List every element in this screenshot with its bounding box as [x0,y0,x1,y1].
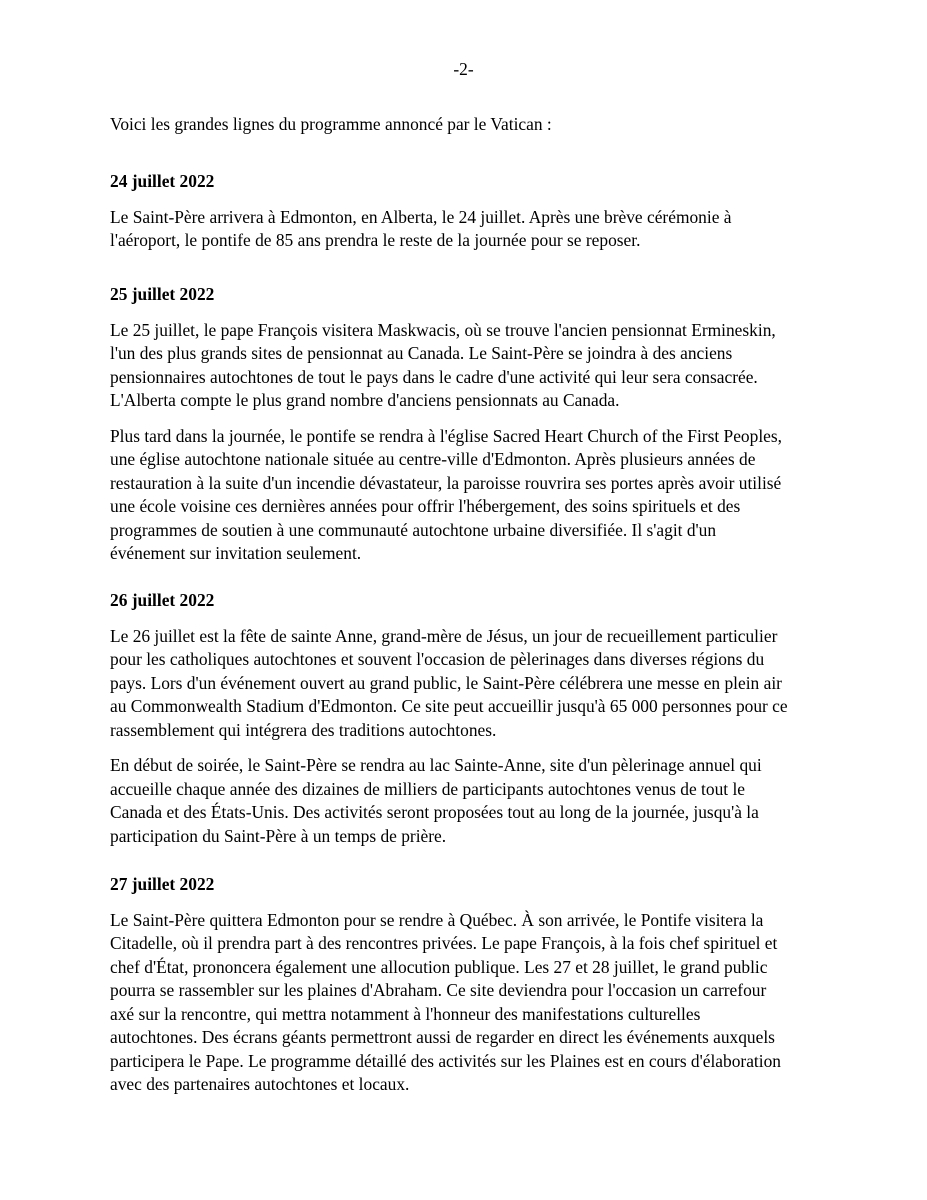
text-line: Le 26 juillet est la fête de sainte Anne, grand-mère de Jésus, un jour de recueillement particulier [110,625,778,646]
section-date: 26 juillet 2022 [110,590,215,610]
text-line: participation du Saint-Père à un temps de prière. [110,825,447,846]
text-line: pensionnaires autochtones de tout le pays dans le cadre d'une activité qui leur sera consacrée. [110,366,758,387]
section-date: 27 juillet 2022 [110,874,215,894]
text-line: l'aéroport, le pontife de 85 ans prendra le reste de la journée pour se reposer. [110,230,641,250]
paragraph [110,754,830,848]
text-line: L'Alberta compte le plus grand nombre d'anciens pensionnats au Canada. [110,390,620,410]
text-line: axé sur la rencontre, qui mettra notamment à l'honneur des manifestations culturelles [110,1003,701,1024]
text-line: participera le Pape. Le programme détaillé des activités sur les Plaines est en cours d'élaboration [110,1050,781,1071]
text-line: avec des partenaires autochtones et locaux. [110,1074,410,1094]
section-26-juillet [110,589,830,860]
paragraph [110,425,830,566]
text-line: Le Saint-Père arrivera à Edmonton, en Alberta, le 24 juillet. Après une brève cérémonie à [110,206,732,227]
text-line: Le 25 juillet, le pape François visitera Maskwacis, où se trouve l'ancien pensionnat Ermineskin, [110,319,776,340]
text-line: autochtones. Des écrans géants permettront aussi de regarder en direct les événements auxquels [110,1027,775,1047]
paragraph [110,625,830,743]
paragraph [110,206,830,253]
text-line: pays. Lors d'un événement ouvert au grand public, le Saint-Père célébrera une messe en plein air [110,672,782,693]
text-line: Le Saint-Père quittera Edmonton pour se rendre à Québec. À son arrivée, le Pontife visitera la [110,909,764,930]
paragraph [110,909,830,1097]
text-line: chef d'État, prononcera également une allocution publique. Les 27 et 28 juillet, le grand public [110,956,768,977]
text-line: Plus tard dans la journée, le pontife se rendra à l'église Sacred Heart Church of the First Peoples, [110,425,782,446]
text-line: pour les catholiques autochtones et souvent l'occasion de pèlerinages dans diverses régions du [110,649,765,669]
text-line: programmes de soutien à une communauté autochtone urbaine diversifiée. Il s'agit d'un [110,519,717,540]
intro-text: Voici les grandes lignes du programme annoncé par le Vatican : [110,114,552,134]
section-24-juillet [110,170,830,265]
text-line: Canada et des États-Unis. Des activités seront proposées tout au long de la journée, jusqu'à la [110,802,759,822]
text-line: Citadelle, où il prendra part à des rencontres privées. Le pape François, à la fois chef spirituel et [110,933,778,953]
section-date: 24 juillet 2022 [110,171,215,191]
paragraph [110,319,830,413]
page-number: -2- [453,59,474,79]
section-27-juillet [110,873,830,1109]
text-line: En début de soirée, le Saint-Père se rendra au lac Sainte-Anne, site d'un pèlerinage annuel qui [110,755,762,775]
text-line: au Commonwealth Stadium d'Edmonton. Ce site peut accueillir jusqu'à 65 000 personnes pour ce [110,696,788,716]
text-line: rassemblement qui intégrera des traditions autochtones. [110,719,497,740]
text-line: l'un des plus grands sites de pensionnat au Canada. Le Saint-Père se joindra à des anciens [110,343,733,363]
section-25-juillet [110,283,830,578]
text-line: une église autochtone nationale située au centre-ville d'Edmonton. Après plusieurs années de [110,449,756,469]
text-line: accueille chaque année des dizaines de milliers de participants autochtones venus de tout le [110,778,745,799]
text-line: pourra se rassembler sur les plaines d'Abraham. Ce site deviendra pour l'occasion un carrefour [110,980,767,1000]
text-line: événement sur invitation seulement. [110,543,362,563]
section-date: 25 juillet 2022 [110,284,215,304]
text-line: une école voisine ces dernières années pour offrir l'hébergement, des soins spirituels et des [110,496,741,516]
text-line: restauration à la suite d'un incendie dévastateur, la paroisse rouvrira ses portes après avoir utilisé [110,472,782,493]
